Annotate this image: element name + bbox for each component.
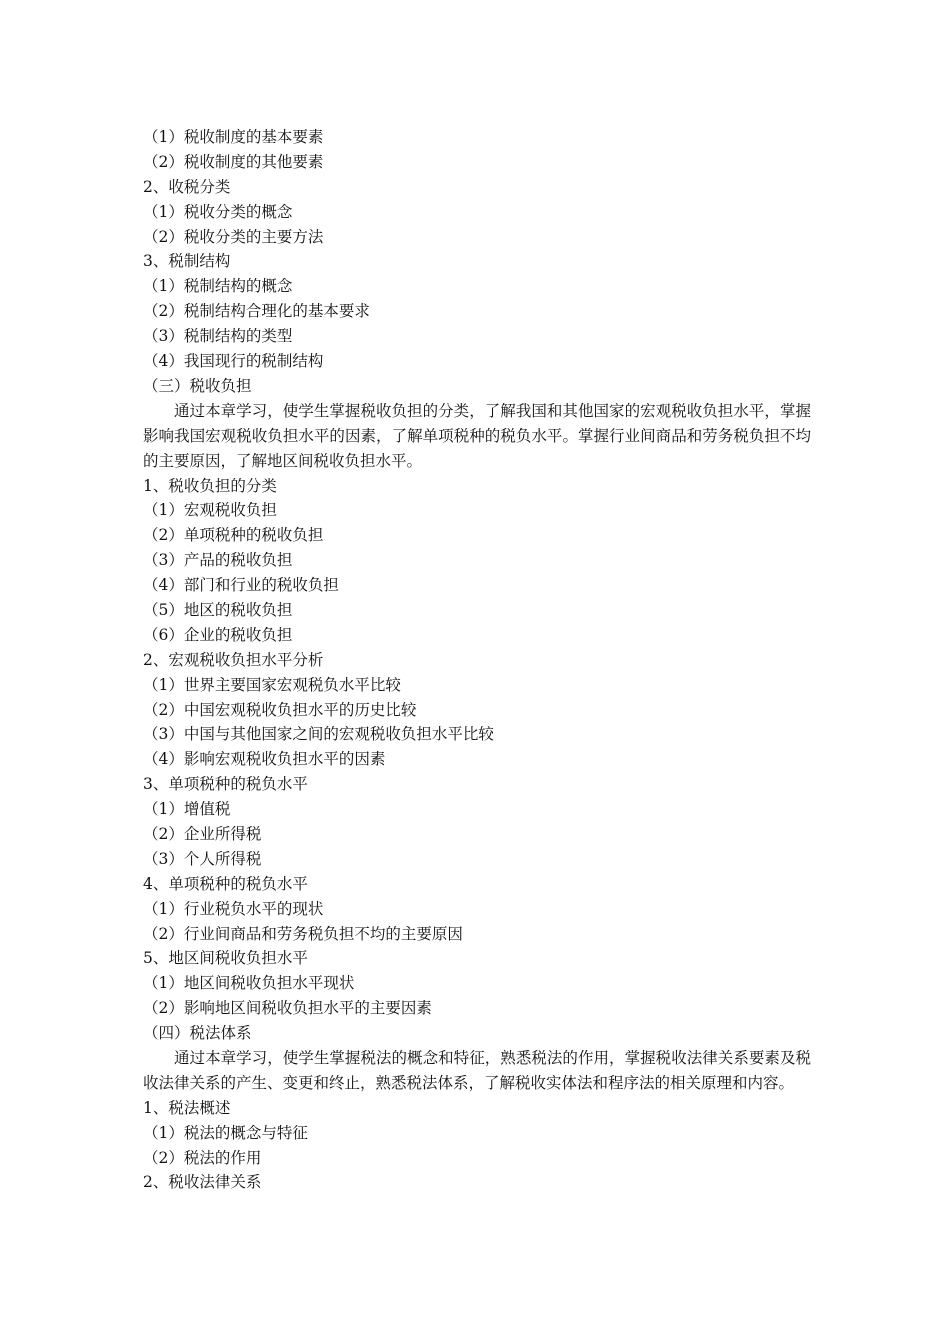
- list-item: （1）税收制度的基本要素: [143, 128, 324, 146]
- document-page: [143, 125, 811, 1195]
- list-item: （1）世界主要国家宏观税负水平比较: [143, 675, 401, 694]
- list-item: （4）部门和行业的税收负担: [143, 576, 339, 595]
- list-item: （3）个人所得税: [143, 849, 262, 868]
- list-item: （4）我国现行的税制结构: [143, 352, 324, 371]
- chapter-intro-paragraph: 通过本章学习，使学生掌握税收负担的分类，了解我国和其他国家的宏观税收负担水平，掌握影响我国宏观税收负担水平的因素，了解单项税种的税负水平。掌握行业间商品和劳务税负担不均的主要原因，了解地区间税收负担水平。: [143, 401, 811, 470]
- chapter-heading: （三）税收负担: [143, 376, 252, 395]
- section-heading: 1、税收负担的分类: [143, 476, 277, 495]
- list-item: （1）宏观税收负担: [143, 501, 277, 520]
- list-item: （3）中国与其他国家之间的宏观税收负担水平比较: [143, 725, 494, 744]
- list-item: （2）中国宏观税收负担水平的历史比较: [143, 700, 417, 719]
- chapter-intro-paragraph: 通过本章学习，使学生掌握税法的概念和特征，熟悉税法的作用，掌握税收法律关系要素及税收法律关系的产生、变更和终止，熟悉税法体系，了解税收实体法和程序法的相关原理和内容。: [143, 1049, 811, 1092]
- list-item: （2）行业间商品和劳务税负担不均的主要原因: [143, 924, 463, 943]
- list-item: （1）税法的概念与特征: [143, 1123, 308, 1142]
- section-heading: 2、宏观税收负担水平分析: [143, 650, 324, 669]
- section-heading: 4、单项税种的税负水平: [143, 874, 308, 893]
- section-heading: 2、收税分类: [143, 177, 231, 196]
- list-item: （2）影响地区间税收负担水平的主要因素: [143, 999, 432, 1018]
- list-item: （2）税收制度的其他要素: [143, 152, 324, 171]
- list-item: （2）税制结构合理化的基本要求: [143, 302, 370, 321]
- list-item: （1）税制结构的概念: [143, 277, 293, 296]
- list-item: （5）地区的税收负担: [143, 600, 293, 619]
- list-item: （1）地区间税收负担水平现状: [143, 974, 355, 993]
- section-heading: 3、单项税种的税负水平: [143, 775, 308, 794]
- section-heading: 1、税法概述: [143, 1098, 231, 1117]
- list-item: （1）税收分类的概念: [143, 202, 293, 221]
- list-item: （3）税制结构的类型: [143, 327, 293, 346]
- list-item: （2）企业所得税: [143, 824, 262, 843]
- list-item: （6）企业的税收负担: [143, 625, 293, 644]
- section-heading: 2、税收法律关系: [143, 1173, 262, 1192]
- list-item: （4）影响宏观税收负担水平的因素: [143, 750, 386, 769]
- list-item: （1）增值税: [143, 800, 231, 819]
- section-heading: 3、税制结构: [143, 252, 231, 271]
- list-item: （3）产品的税收负担: [143, 551, 293, 570]
- section-heading: 5、地区间税收负担水平: [143, 949, 308, 968]
- list-item: （2）单项税种的税收负担: [143, 526, 324, 545]
- list-item: （2）税法的作用: [143, 1148, 262, 1167]
- list-item: （2）税收分类的主要方法: [143, 227, 324, 246]
- chapter-heading: （四）税法体系: [143, 1024, 252, 1043]
- list-item: （1）行业税负水平的现状: [143, 899, 324, 918]
